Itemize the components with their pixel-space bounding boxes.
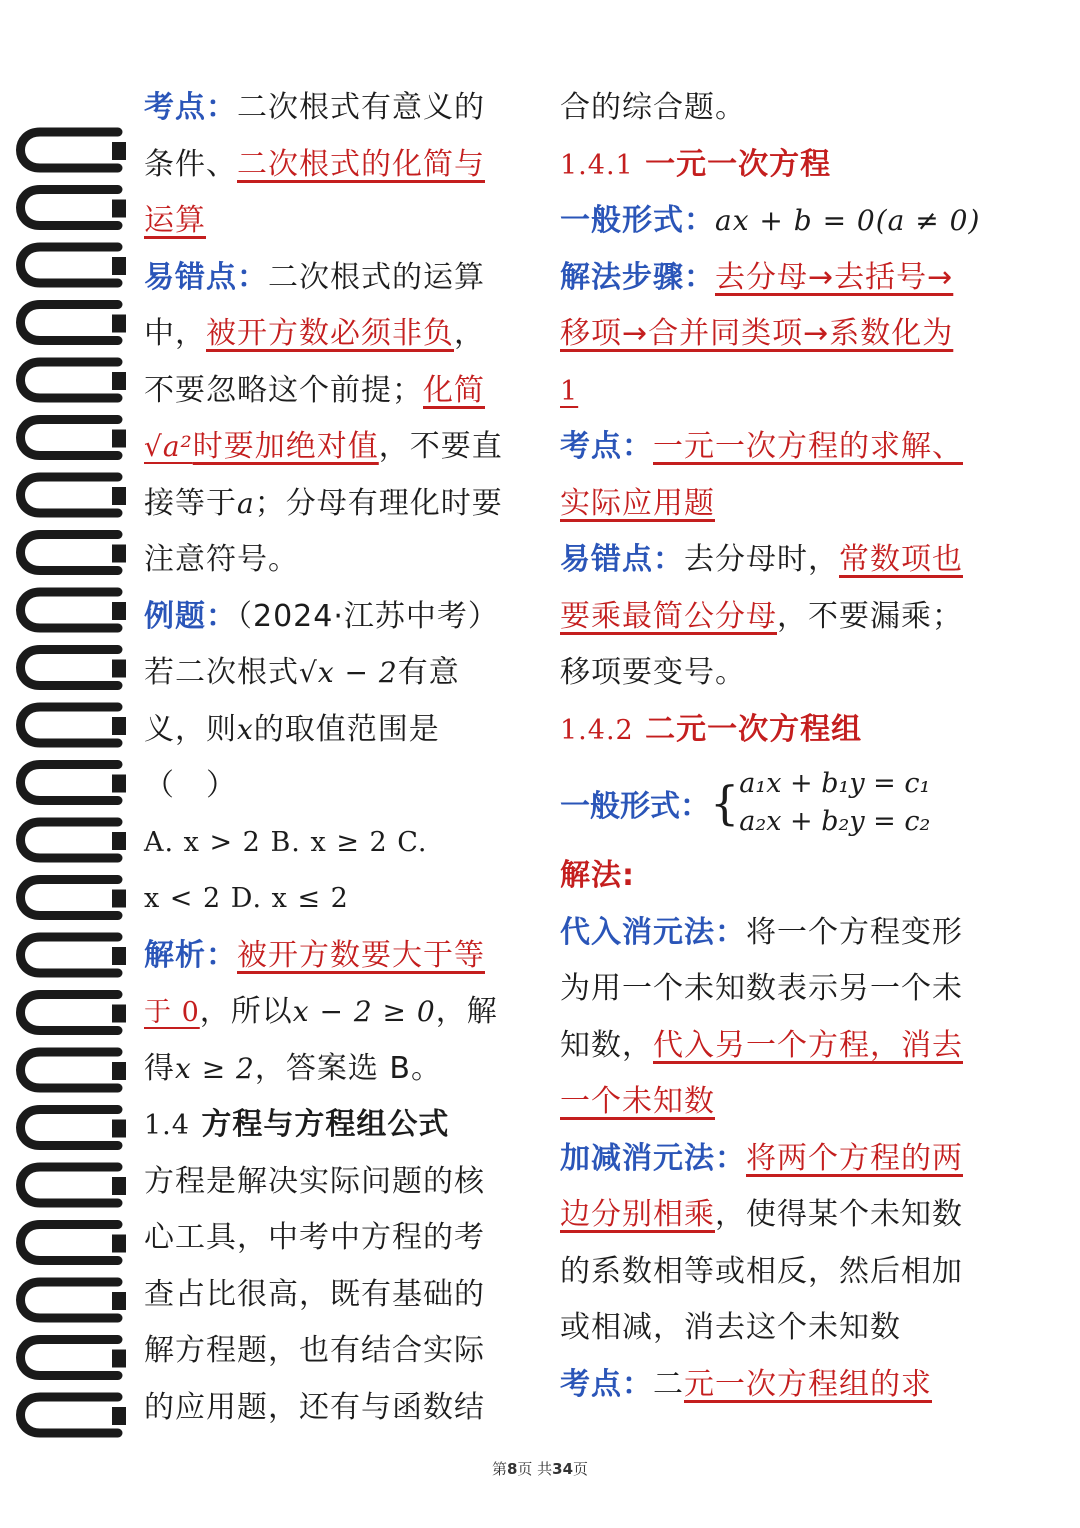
label-substitution: 代入消元法： [560,914,746,950]
options-line: x < 2 D. x ≤ 2 [144,883,349,914]
binding-hole [112,832,126,850]
section-heading-1-4-1 [560,137,990,194]
answer-blank: （ ） [144,768,237,803]
line-text: 合的综合题。 [560,90,746,125]
highlight-text: 实际应用题 [560,485,715,521]
text-line [144,1154,524,1211]
text-line [560,1357,990,1414]
text-line [560,1244,990,1301]
section-heading-1-4-2 [560,702,990,759]
binding-hole [112,947,126,965]
text-line [560,1074,990,1131]
text-line [144,928,524,985]
line-text: 知数， [560,1027,653,1063]
spiral-ring [21,535,119,571]
spiral-ring [21,305,119,341]
line-text: 或相减，消去这个未知数 [560,1310,901,1345]
spiral-ring [21,420,119,456]
binding-hole [112,545,126,563]
equation-system [739,765,930,841]
equation-system-line [560,758,990,848]
text-line [560,306,990,363]
spiral-binding [0,40,140,1480]
binding-hole [112,200,126,218]
label-yicuodian: 易错点： [144,259,268,295]
text-line [560,961,990,1018]
text-line [144,250,524,307]
text-line [560,905,990,962]
highlight-text: 化简 [423,372,485,408]
text-line [560,1018,990,1075]
text-line [144,80,524,137]
binding-hole [112,1120,126,1138]
text-line [560,193,990,250]
math-expression: x ≥ 2 [175,1051,255,1085]
line-text: 的系数相等或相反，然后相加 [560,1253,963,1289]
highlight-text: 一个未知数 [560,1084,715,1119]
text-line [560,589,990,646]
spiral-ring [21,592,119,628]
line-text: （2024·江苏中考） [237,598,499,634]
sqrt-a-squared: √a² [144,430,193,463]
text-line [144,1041,524,1098]
text-line [144,363,524,420]
binding-hole [112,717,126,735]
highlight-text: 1 [560,375,579,407]
math-expression: x − 2 ≥ 0 [292,995,436,1028]
spiral-ring [21,995,119,1031]
text-line [560,476,990,533]
line-text: ，使得某个未知数 [715,1197,963,1232]
spiral-ring [21,1110,119,1146]
line-text: 得 [144,1050,175,1086]
line-text: 义，则 [144,711,237,747]
highlight-text: 常数项也 [839,542,963,577]
line-text: ，所以 [199,994,293,1029]
math-var: a [237,486,255,520]
binding-hole [112,775,126,793]
binding-hole [112,487,126,505]
text-line [144,306,524,363]
right-column [560,80,990,1413]
text-line [560,250,990,307]
section-number: 1.4.2 [560,714,634,746]
line-text: ，解 [435,994,498,1029]
binding-hole [112,660,126,678]
spiral-ring [21,1167,119,1203]
label-analysis: 解析： [144,937,237,973]
binding-hole [112,315,126,333]
line-text: 接等于 [144,485,237,521]
label-kaodian: 考点： [560,1366,653,1402]
highlight-text: 被开方数要大于等 [237,937,485,973]
text-line [144,1323,524,1380]
text-line [144,476,524,533]
binding-hole [112,1177,126,1195]
spiral-ring [21,247,119,283]
spiral-ring [21,937,119,973]
binding-hole [112,1005,126,1023]
highlight-text: 被开方数必须非负 [206,316,454,351]
section-number: 1.4 [144,1110,190,1141]
text-line [560,80,990,137]
highlight-text: 一元一次方程的求解、 [653,429,963,464]
label-kaodian: 考点： [560,429,653,464]
spiral-ring [21,1340,119,1376]
equation-2: a₂x + b₂y = c₂ [739,806,931,837]
text-line [144,758,524,815]
math-expression: √x − 2 [299,656,398,689]
footer-text: 第 [491,1460,507,1478]
binding-hole [112,1407,126,1425]
label-general-form: 一般形式： [560,789,710,824]
text-line [560,532,990,589]
binding-hole [112,890,126,908]
line-text: 方程是解决实际问题的核 [144,1163,485,1199]
text-line [560,363,990,420]
text-line [144,532,524,589]
text-line [144,589,524,646]
highlight-text: 元一次方程组的求 [684,1366,932,1402]
spiral-ring [21,765,119,801]
binding-hole [112,1350,126,1368]
binding-hole [112,602,126,620]
binding-hole [112,1062,126,1080]
line-text: 注意符号。 [144,542,299,577]
text-line [144,984,524,1041]
spiral-ring [21,477,119,513]
highlight-text: 去分母→去括号→ [715,259,954,295]
section-heading-1-4 [144,1097,524,1154]
line-text: ，答案选 B。 [254,1050,442,1086]
line-text: 二次根式有意义的 [237,90,485,125]
label-yicuodian: 易错点： [560,542,684,577]
highlight-text: 移项→合并同类项→系数化为 [560,316,954,351]
section-number: 1.4.1 [560,149,634,181]
page-total: 34 [552,1460,574,1478]
line-text: 去分母时， [684,542,839,577]
page-number: 8 [506,1460,518,1478]
line-text: ， [454,316,485,351]
line-text: 的应用题，还有与函数结 [144,1389,485,1425]
text-line [560,1131,990,1188]
text-line [144,702,524,759]
spiral-ring [21,1282,119,1318]
binding-hole [112,142,126,160]
highlight-text: 代入另一个方程，消去 [653,1027,963,1063]
text-line [560,848,990,905]
line-text: 有意 [397,655,460,690]
binding-hole [112,430,126,448]
binding-hole [112,1292,126,1310]
options-line: A. x > 2 B. x ≥ 2 C. [144,826,428,858]
label-solution: 解法: [560,858,635,893]
line-text: 解方程题，也有结合实际 [144,1333,485,1368]
spiral-ring [21,1225,119,1261]
highlight-text: 要乘最简公分母 [560,598,777,634]
text-line [144,645,524,702]
math-var: x [237,712,254,746]
section-title: 二元一次方程组 [645,711,863,747]
text-line [144,1210,524,1267]
math-expression: ax + b = 0(a ≠ 0) [715,204,981,237]
footer-text: 页 [573,1460,589,1478]
spiral-ring [21,1052,119,1088]
line-text: 二 [653,1366,684,1402]
line-text: 查占比很高，既有基础的 [144,1276,485,1312]
spiral-ring [21,132,119,168]
line-text: ，不要漏乘； [777,598,963,634]
line-text: 的取值范围是 [253,711,440,747]
highlight-text: 于 0 [144,997,200,1028]
binding-hole [112,1235,126,1253]
line-text: ，不要直 [378,429,503,464]
line-text: ；分母有理化时要 [254,485,503,521]
binding-hole [112,372,126,390]
line-text: 条件、 [144,146,237,182]
spiral-ring [21,190,119,226]
brace-icon: { [710,776,740,830]
spiral-ring [21,707,119,743]
highlight-text: 时要加绝对值 [192,429,379,464]
text-line [144,1380,524,1437]
section-title: 一元一次方程 [645,146,832,182]
line-text: 不要忽略这个前提； [144,372,423,408]
section-title: 方程与方程组公式 [201,1107,450,1142]
highlight-text: 边分别相乘 [560,1197,715,1232]
line-text: 若二次根式 [144,655,299,690]
line-text: 为用一个未知数表示另一个未 [560,971,963,1006]
text-line [144,1267,524,1324]
label-kaodian: 考点： [144,90,237,125]
label-example: 例题： [144,598,237,634]
text-line [560,1187,990,1244]
spiral-ring [21,362,119,398]
page-footer [0,1458,1080,1479]
label-elimination: 加减消元法： [560,1140,746,1176]
line-text: 二次根式的运算 [268,259,485,295]
label-steps: 解法步骤： [560,259,715,295]
text-line [144,137,524,194]
highlight-text: 运算 [144,203,206,238]
spiral-ring [21,880,119,916]
left-column [144,80,524,1436]
text-line [560,419,990,476]
spiral-ring [21,1397,119,1433]
text-line [144,193,524,250]
line-text: 心工具，中考中方程的考 [144,1220,485,1255]
label-general-form: 一般形式： [560,203,715,238]
spiral-ring [21,650,119,686]
footer-text: 页 共 [517,1460,553,1478]
spiral-ring [21,822,119,858]
line-text: 中， [144,316,206,351]
line-text: 将一个方程变形 [746,914,963,950]
line-text: 移项要变号。 [560,655,746,690]
highlight-text: 二次根式的化简与 [237,146,485,182]
text-line [560,645,990,702]
text-line [144,419,524,476]
equation-1: a₁x + b₁y = c₁ [739,768,931,799]
text-line [560,1300,990,1357]
binding-hole [112,257,126,275]
highlight-text: 将两个方程的两 [746,1140,963,1176]
